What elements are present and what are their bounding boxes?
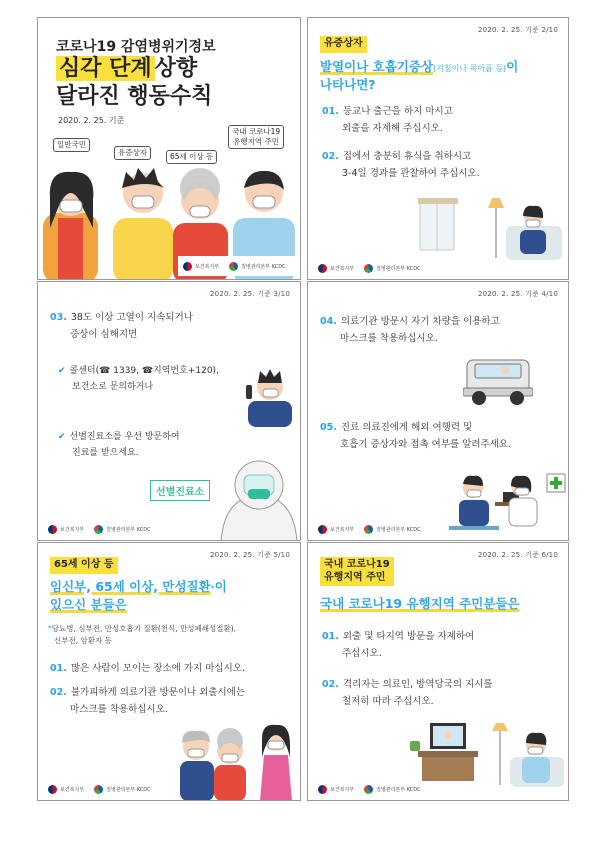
cover-title: 코로나19 감염병위기경보	[56, 39, 216, 55]
kcdc-logo: 질병관리본부 KCDC	[364, 525, 420, 534]
mohw-logo: 보건복지부	[318, 525, 354, 534]
taeguk-icon	[318, 264, 327, 273]
tag-elderly: 65세 이상 등	[50, 557, 118, 574]
phone-call-illustration	[238, 367, 300, 427]
mohw-logo: 보건복지부	[183, 262, 219, 271]
card2-item2: 02. 집에서 충분히 휴식을 취하시고 3-4일 경과를 관찰하여 주십시오.	[322, 151, 480, 179]
card3-check1: ✔ 콜센터(☎ 1339, ☎지역번호+120), 보건소로 문의하거나	[58, 366, 219, 392]
mohw-logo: 보건복지부	[48, 785, 84, 794]
card6-item1: 01. 외출 및 타지역 방문을 자제하여 주십시오.	[322, 631, 475, 659]
protective-suit-illustration	[216, 457, 301, 541]
tag-symptomatic: 유증상자	[320, 36, 367, 53]
headline-part-b: 이	[506, 59, 519, 74]
car-illustration	[463, 354, 533, 409]
mohw-logo: 보건복지부	[318, 785, 354, 794]
card2-item1: 01. 등교나 출근을 하지 마시고 외출을 자제해 주십시오.	[322, 106, 453, 134]
cover-headline-rest: 상향	[154, 56, 198, 81]
card-high-fever	[37, 281, 301, 541]
label-outbreak-area: 국내 코로나19 유행지역 주민	[228, 125, 284, 149]
mohw-logo: 보건복지부	[318, 264, 354, 273]
headline-part-b: 이	[214, 579, 227, 594]
mohw-logo: 보건복지부	[48, 525, 84, 534]
kcdc-logo: 질병관리본부 KCDC	[229, 262, 285, 271]
taeguk-icon	[318, 785, 327, 794]
headline-part-a: 발열이나 호흡기증상	[320, 59, 434, 74]
card5-item1: 01. 많은 사람이 모이는 장소에 가지 마십시오.	[50, 663, 245, 674]
taeguk-icon	[183, 262, 192, 271]
stay-home-illustration	[408, 723, 568, 801]
card5-item2: 02. 불가피하게 의료기관 방문이나 외출시에는 마스크를 착용하십시오.	[50, 687, 246, 715]
kcdc-logo: 질병관리본부 KCDC	[94, 785, 150, 794]
card4-logos	[318, 525, 421, 534]
card3-logos	[48, 525, 151, 534]
headline-text: 국내 코로나19 유행지역 주민분들은	[320, 596, 520, 611]
kcdc-logo: 질병관리본부 KCDC	[364, 264, 420, 273]
card6-headline	[320, 595, 564, 613]
card4-item4: 04. 의료기관 방문시 자기 차량을 이용하고 마스크를 착용하십시오.	[320, 316, 500, 344]
label-elderly: 65세 이상 등	[166, 150, 217, 164]
headline-part-c: 있으신 분들은	[50, 597, 127, 613]
card4-item5: 05. 진료 의료진에게 해외 여행력 및 호흡기 증상자와 접촉 여부를 알려주세요.	[320, 422, 512, 450]
kcdc-icon	[94, 525, 103, 534]
taeguk-icon	[48, 525, 57, 534]
cover-logos	[183, 262, 286, 271]
card-date: 2020. 2. 25. 기준 2/10	[478, 26, 558, 34]
taeguk-icon	[48, 785, 57, 794]
headline-small: (기침이나 목아픔 등)	[433, 64, 507, 73]
card5-note: *당뇨병, 심부전, 만성호흡기 질환(천식, 만성폐쇄성질환), 신부전, 암환자 등	[48, 624, 237, 645]
headline-part-c: 나타나면?	[320, 77, 376, 93]
label-symptomatic: 유증상자	[114, 146, 151, 160]
card3-item3: 03. 38도 이상 고열이 지속되거나 증상이 심해지면	[50, 312, 193, 340]
label-general-public: 일반국민	[53, 138, 90, 152]
card5-headline	[50, 578, 294, 614]
headline-star: *	[210, 584, 215, 593]
card-date: 2020. 2. 25. 기준 6/10	[478, 551, 558, 559]
card-elderly	[37, 542, 301, 801]
card2-logos	[318, 264, 421, 273]
screening-clinic-sign: 선별진료소	[150, 480, 210, 501]
kcdc-icon	[364, 525, 373, 534]
doctor-consultation-illustration	[443, 472, 568, 540]
card-date: 2020. 2. 25. 기준 5/10	[210, 551, 290, 559]
tag-outbreak-area: 국내 코로나19 유행지역 주민	[320, 557, 394, 586]
kcdc-logo: 질병관리본부 KCDC	[364, 785, 420, 794]
kcdc-icon	[94, 785, 103, 794]
cover-headline-line2	[56, 58, 197, 80]
card6-item2: 02. 격리자는 의료인, 방역당국의 지시를 철저히 따라 주십시오.	[322, 679, 493, 707]
cover-headline-line3: 달라진 행동수칙	[56, 84, 213, 109]
card6-logos	[318, 785, 421, 794]
cover-headline-highlight: 심각 단계	[56, 56, 155, 81]
kcdc-logo: 질병관리본부 KCDC	[94, 525, 150, 534]
card-outbreak-area	[307, 542, 569, 801]
card-hospital-visit	[307, 281, 569, 541]
kcdc-icon	[364, 785, 373, 794]
card-date: 2020. 2. 25. 기준 4/10	[478, 290, 558, 298]
headline-part-a: 임신부, 65세 이상, 만성질환	[50, 579, 211, 594]
card2-headline	[320, 58, 564, 94]
cover-card	[37, 17, 301, 280]
kcdc-icon	[364, 264, 373, 273]
elderly-people-illustration	[168, 721, 300, 801]
kcdc-icon	[229, 262, 238, 271]
card-symptomatic	[307, 17, 569, 280]
cover-date: 2020. 2. 25. 기준	[58, 116, 125, 125]
card-date: 2020. 2. 25. 기준 3/10	[210, 290, 290, 298]
taeguk-icon	[318, 525, 327, 534]
check-icon: ✔	[58, 366, 66, 376]
card5-logos	[48, 785, 151, 794]
check-icon: ✔	[58, 432, 66, 442]
card3-check2: ✔ 선별진료소를 우선 방문하여 진료를 받으세요.	[58, 432, 180, 458]
resting-at-home-illustration	[418, 198, 568, 273]
